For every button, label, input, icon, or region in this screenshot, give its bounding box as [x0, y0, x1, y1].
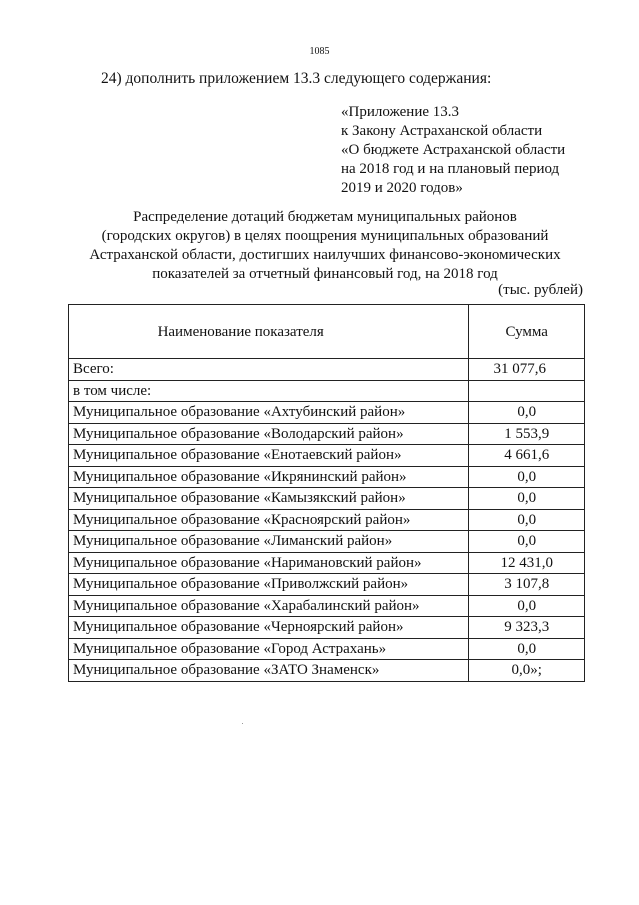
total-value: 31 077,6: [469, 359, 585, 381]
row-name: Муниципальное образование «Икрянинский район»: [69, 466, 469, 488]
table-row: [69, 552, 585, 574]
row-value: 3 107,8: [469, 574, 585, 596]
row-name: Муниципальное образование «Наримановский район»: [69, 552, 469, 574]
row-name: Муниципальное образование «Камызякский район»: [69, 488, 469, 510]
total-label: Всего:: [69, 359, 469, 381]
appendix-reference: [341, 103, 565, 198]
row-name: Муниципальное образование «ЗАТО Знаменск»: [69, 660, 469, 682]
row-name: Муниципальное образование «Приволжский район»: [69, 574, 469, 596]
row-value: 0,0: [469, 595, 585, 617]
table-row: [69, 574, 585, 596]
table-row: [69, 423, 585, 445]
page-number: 1085: [309, 46, 330, 57]
row-value: 12 431,0: [469, 552, 585, 574]
intro-paragraph: 24) дополнить приложением 13.3 следующего содержания:: [101, 70, 492, 87]
row-name: Муниципальное образование «Харабалинский район»: [69, 595, 469, 617]
row-name: Муниципальное образование «Красноярский район»: [69, 509, 469, 531]
table-row: [69, 531, 585, 553]
row-name: Муниципальное образование «Володарский район»: [69, 423, 469, 445]
row-value: 1 553,9: [469, 423, 585, 445]
table-row: [69, 402, 585, 424]
row-value: 0,0: [469, 509, 585, 531]
column-header-name: Наименование показателя: [69, 305, 469, 359]
row-value: 4 661,6: [469, 445, 585, 467]
appendix-ref-line: 2019 и 2020 годов»: [341, 180, 463, 196]
row-value: 0,0: [469, 488, 585, 510]
allocation-table: [68, 304, 585, 682]
column-header-sum: Сумма: [469, 305, 585, 359]
appendix-ref-line: к Закону Астраханской области: [341, 123, 543, 139]
table-title-line: показателей за отчетный финансовый год, на 2018 год: [152, 266, 498, 282]
row-value: 0,0: [469, 531, 585, 553]
row-name: Муниципальное образование «Лиманский район»: [69, 531, 469, 553]
subheader-row: [69, 380, 585, 402]
table-header-row: [69, 305, 585, 359]
row-value: 0,0: [469, 402, 585, 424]
table-row: [69, 638, 585, 660]
table-title-line: Астраханской области, достигших наилучших финансово-экономических: [89, 247, 561, 263]
subheader-empty-cell: [469, 380, 585, 402]
row-name: Муниципальное образование «Черноярский район»: [69, 617, 469, 639]
unit-label: (тыс. рублей): [498, 282, 583, 298]
table-row: [69, 595, 585, 617]
subheader-label: в том числе:: [69, 380, 469, 402]
table-row: [69, 488, 585, 510]
table-row: [69, 660, 585, 682]
row-value: 0,0»;: [469, 660, 585, 682]
row-name: Муниципальное образование «Город Астрахань»: [69, 638, 469, 660]
row-name: Муниципальное образование «Енотаевский район»: [69, 445, 469, 467]
table-row: [69, 445, 585, 467]
appendix-ref-line: на 2018 год и на плановый период: [341, 161, 560, 177]
table-row: [69, 509, 585, 531]
table-row: [69, 466, 585, 488]
table-title: [60, 208, 590, 284]
table-row: [69, 617, 585, 639]
row-value: 9 323,3: [469, 617, 585, 639]
table-title-line: Распределение дотаций бюджетам муниципальных районов: [133, 209, 517, 225]
row-name: Муниципальное образование «Ахтубинский район»: [69, 402, 469, 424]
appendix-ref-line: «Приложение 13.3: [341, 104, 460, 120]
row-value: 0,0: [469, 638, 585, 660]
appendix-ref-line: «О бюджете Астраханской области: [341, 142, 566, 158]
table-title-line: (городских округов) в целях поощрения муниципальных образований: [101, 228, 549, 244]
row-value: 0,0: [469, 466, 585, 488]
scan-speck: [242, 723, 243, 724]
total-row: [69, 359, 585, 381]
